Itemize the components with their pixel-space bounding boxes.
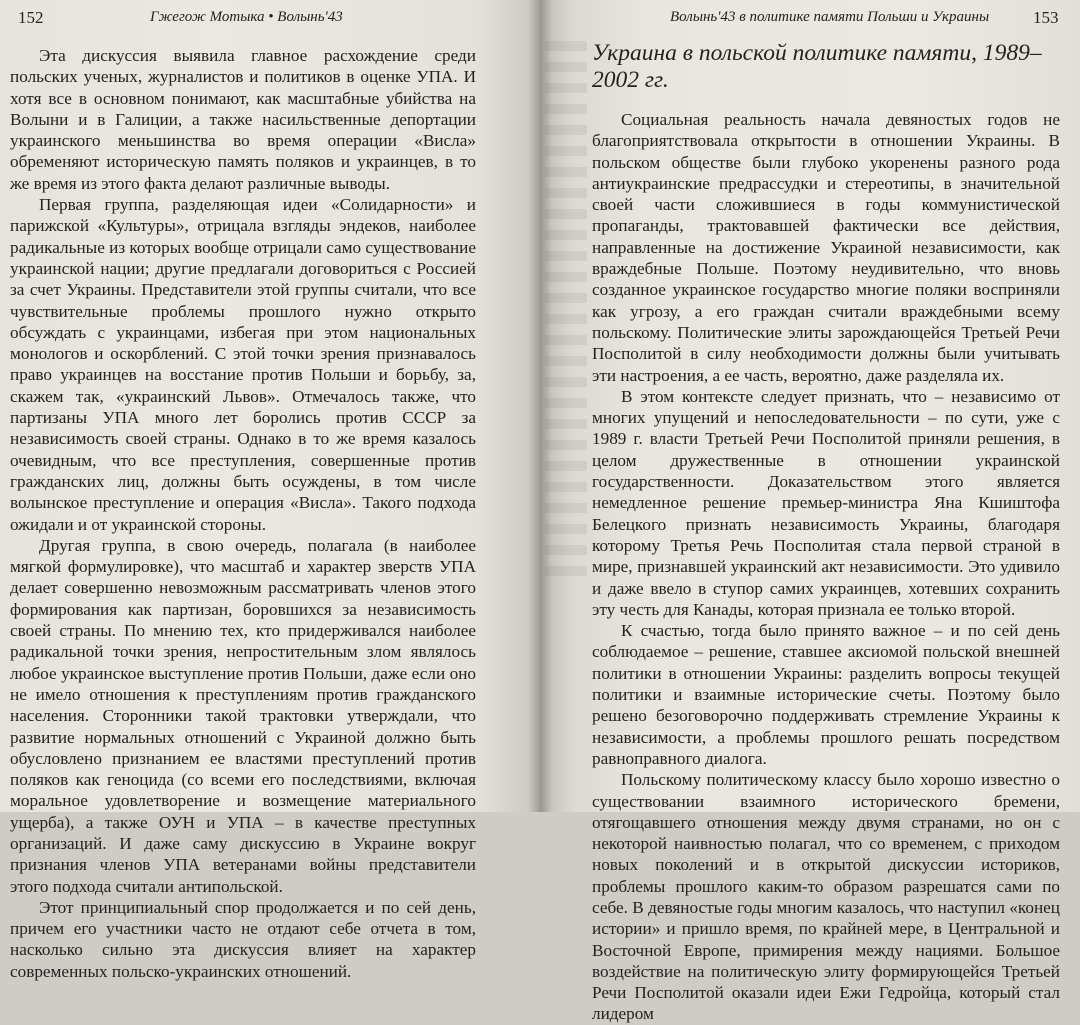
section-heading: Украина в польской политике памяти, 1989–2002 гг. [592,40,1042,93]
running-head: Гжегож Мотыка • Волынь'43 [150,9,343,25]
paragraph: К счастью, тогда было принято важное – и по сей день соблюдаемое – решение, ставшее аксиомой польской внешней политики в отношении Украины: разделить вопросы текущей политики и взаимные исторические счеты. Поэтому было решено безоговорочно поддерживать стремление Украины к независимости, а проблемы прошлого решать посредством равноправного диалога. [592,621,1060,768]
paragraph: Другая группа, в свою очередь, полагала (в наиболее мягкой формулировке), что масштаб и характер зверств УПА делает совершенно невозможным рассматривать членов этого формирования как партизан, боровшихся за независимость своей страны. По мнению тех, кто придерживался наиболее радикальной точки зрения, непростительным злом являлось любое украинское выступление против Польши, даже если оно не имело отношения к преступлениям против гражданского населения. Сторонники такой трактовки утверждали, что развитие нормальных отношений с Украиной должно быть обусловлено признанием ее властями преступлений против поляков как геноцида (со всеми его последствиями, включая моральное удовлетворение и возмещение материального ущерба), а также ОУН и УПА – в качестве преступных организаций. И даже саму дискуссию в Украине вокруг признания членов УПА ветеранами войны представители этого подхода считали антипольской. [10,535,476,896]
paragraph: Этот принципиальный спор продолжается и по сей день, причем его участники часто не отдают себе отчета в том, насколько сильно эта дискуссия влияет на характер современных польско-украинских отношений. [10,897,476,981]
paragraph: Социальная реальность начала девяностых годов не благоприятствовала открытости в отношении Украины. В польском обществе были глубоко укоренены разного рода антиукраинские предрассудки и стереотипы, в значительной своей части сложившиеся в годы коммунистической пропаганды, трактовавшей фактически все действия, направленные на достижение Украиной независимости, как враждебные Польше. Поэтому неудивительно, что вновь созданное украинское государство многие поляки восприняли как угрозу, а его граждан считали враждебными всему польскому. Политические элиты зарождающейся Третьей Речи Посполитой в силу необходимости должны были учитывать эти настроения, а ее часть, вероятно, даже разделяла их. [592,110,1060,385]
paragraph: Польскому политическому классу было хорошо известно о существовании взаимного исторического бремени, отягощавшего отношения между двумя странами, но он с некоторой наивностью полагал, что со временем, с приходом новых поколений и в открытой дискуссии историков, проблемы прошлого каким-то образом разрешатся сами по себе. В девяностые годы многим казалось, что наступил «конец истории» и пришло время, по крайней мере, в Центральной и Восточной Европе, примирения между нациями. Большое воздействие на политическую элиту формирующейся Третьей Речи Посполитой оказали идеи Ежи Гедройца, который стал лидером [592,770,1060,1024]
show-through-shading [545,41,587,581]
paragraph: В этом контексте следует признать, что – независимо от многих упущений и непоследовательности – по сути, уже с 1989 г. власти Третьей Речи Посполитой приняли решения, в целом дружественные в отношении украинской государственности. Доказательством этого является немедленное решение премьер-министра Яна Кшиштофа Белецкого признать независимость Украины, благодаря которому Третья Речь Посполитая стала первой страной в мире, признавшей украинский акт независимости. Это удивило и даже ввело в ступор самих украинцев, хотевших сохранить эту честь для Канады, которая признала ее только второй. [592,386,1060,619]
running-head: Волынь'43 в политике памяти Польши и Украины [670,9,990,25]
right-page [540,0,1080,1024]
paragraph: Первая группа, разделяющая идеи «Солидарности» и парижской «Культуры», отрицала взгляды эндеков, наиболее радикальные из которых вообще отрицали само существование украинской нации; другие предлагали договориться с Россией за счет Украины. Представители этой группы считали, что все чувствительные проблемы прошлого нужно открыто обсуждать с украинцами, избегая при этом национальных монологов и оскорблений. С этой точки зрения признавалось право украинцев на восстание против Польши и борьбу, за, скажем так, «украинский Львов». Отмечалось также, что партизаны УПА много лет боролись против СССР за независимость своей страны. Однако в то же время казалось очевидным, что все преступления, совершенные против гражданских лиц, должны быть осуждены, в том числе волынское преступление и операция «Висла». Такого подхода ожидали и от украинской стороны. [10,195,476,534]
right-page-body [592,109,1060,1025]
left-page-body [10,45,476,982]
paragraph: Эта дискуссия выявила главное расхождение среди польских ученых, журналистов и политиков в оценке УПА. И хотя все в основном понимают, как масштабные убийства на Волыни и в Галиции, а также насильственные депортации украинского меньшинства во время операции «Висла» обременяют историческую память поляков и украинцев, в то же время из этого факта делают различные выводы. [10,46,476,193]
left-page [0,0,540,981]
page-number: 152 [18,8,44,27]
page-number: 153 [1033,8,1059,27]
